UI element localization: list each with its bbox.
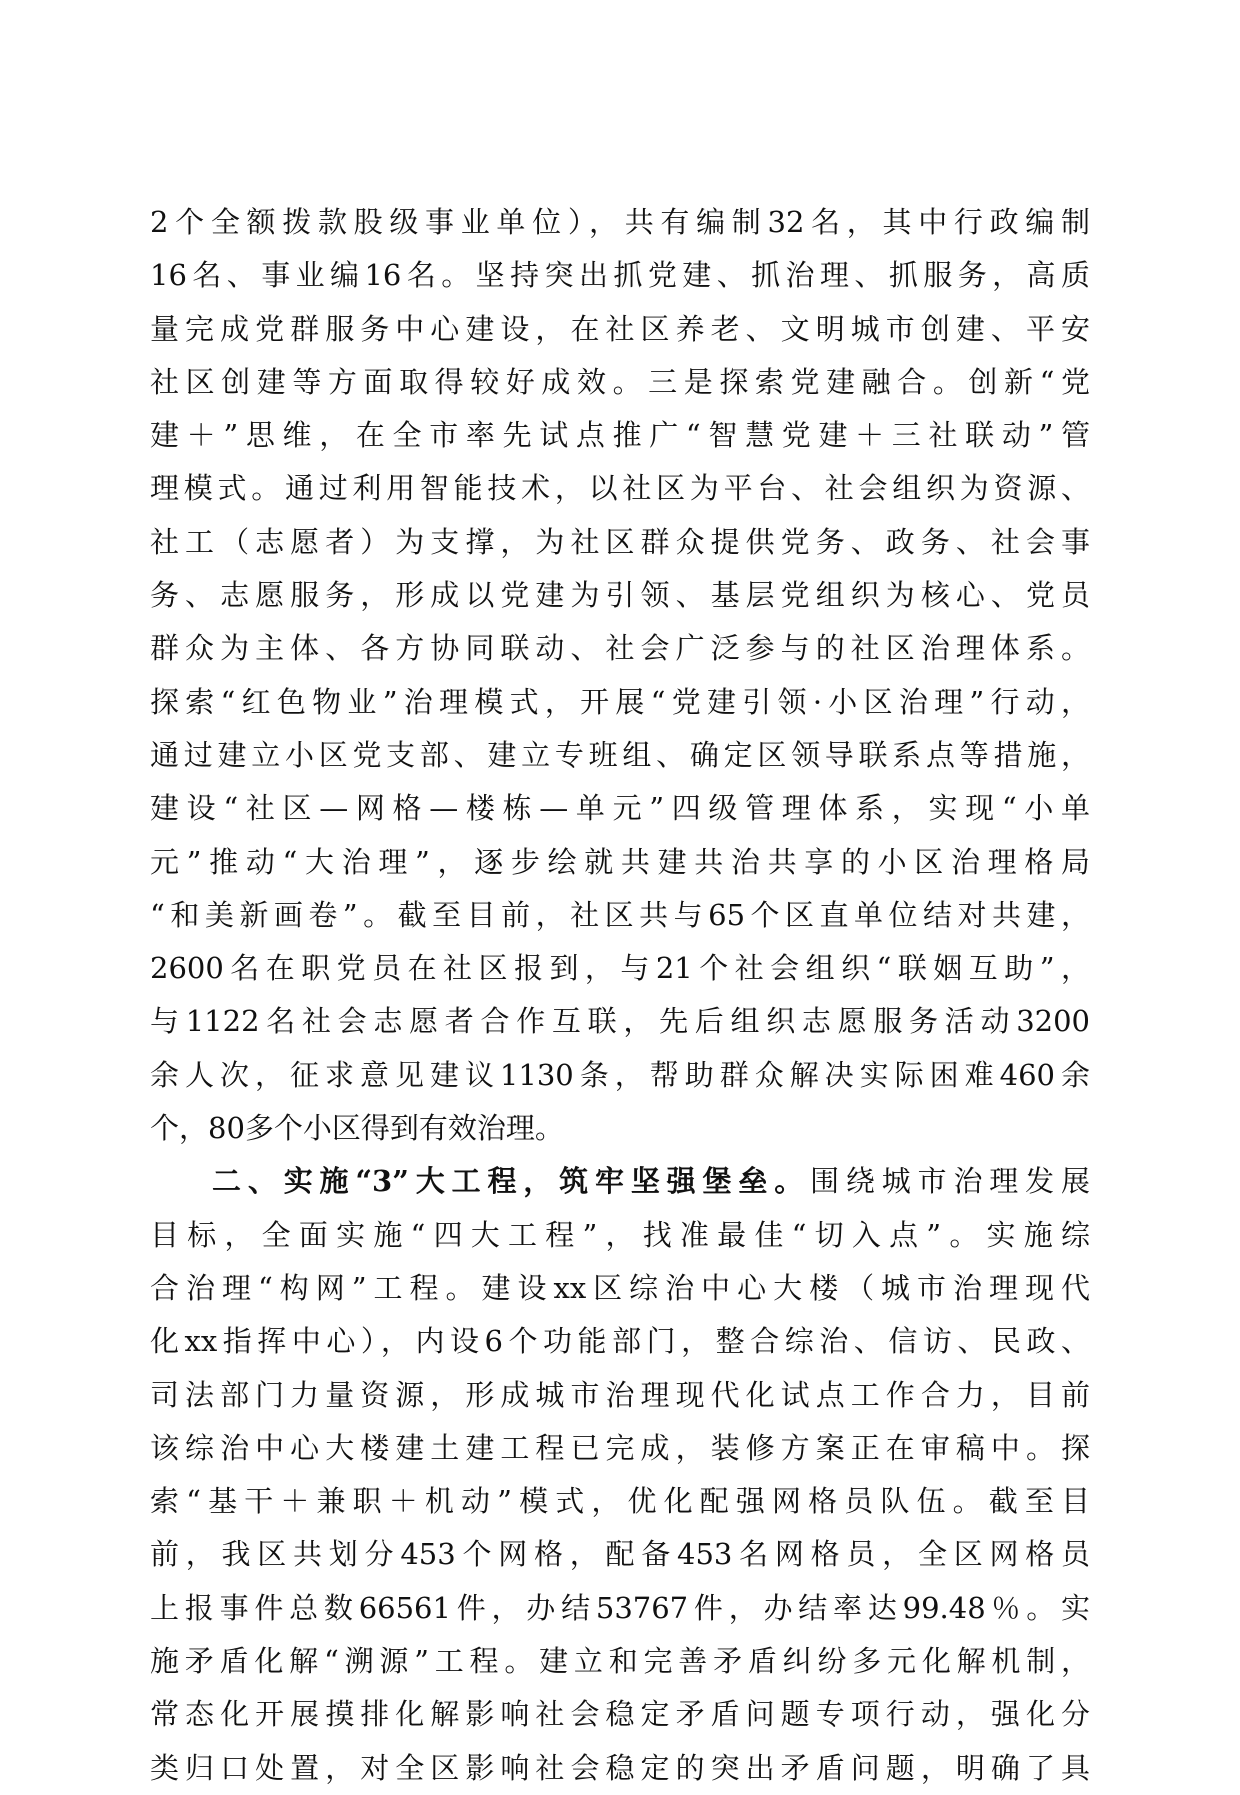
text-line: 建＋”思维，在全市率先试点推广“智慧党建＋三社联动”管	[150, 418, 1090, 453]
text-line: 2个全额拨款股级事业单位），共有编制32名，其中行政编制	[150, 205, 1090, 239]
text-line: 通过建立小区党支部、建立专班组、确定区领导联系点等措施，	[150, 737, 1090, 772]
text-line: 探索“红色物业”治理模式，开展“党建引领·小区治理”行动，	[150, 684, 1090, 719]
text-line: 类归口处置，对全区影响社会稳定的突出矛盾问题，明确了具	[150, 1750, 1090, 1785]
section-heading: 二、实施“3”大工程，筑牢坚强堡垒。	[212, 1164, 811, 1199]
text-line: 化xx指挥中心），内设6个功能部门，整合综治、信访、民政、	[150, 1324, 1090, 1359]
text-line: 该综治中心大楼建土建工程已完成，装修方案正在审稿中。探	[150, 1430, 1090, 1465]
text-line: “和美新画卷”。截至目前，社区共与65个区直单位结对共建，	[150, 897, 1090, 932]
text-line: 建设“社区—网格—楼栋—单元”四级管理体系，实现“小单	[150, 791, 1090, 826]
text-line: 社区创建等方面取得较好成效。三是探索党建融合。创新“党	[150, 364, 1090, 399]
section-heading-line	[150, 1155, 1090, 1208]
text-line: 16名、事业编16名。坚持突出抓党建、抓治理、抓服务，高质	[150, 258, 1090, 293]
text-line: 社工（志愿者）为支撑，为社区群众提供党务、政务、社会事	[150, 524, 1090, 559]
text-line: 索“基干＋兼职＋机动”模式，优化配强网格员队伍。截至目	[150, 1484, 1090, 1519]
text-line: 合治理“构网”工程。建设xx区综治中心大楼（城市治理现代	[150, 1270, 1090, 1305]
text-line: 务、志愿服务，形成以党建为引领、基层党组织为核心、党员	[150, 578, 1090, 613]
text-line: 个，80多个小区得到有效治理。	[150, 1111, 564, 1146]
text-line: 前，我区共划分453个网格，配备453名网格员，全区网格员	[150, 1537, 1090, 1572]
body-text	[150, 196, 1090, 1795]
text-line: 群众为主体、各方协同联动、社会广泛参与的社区治理体系。	[150, 631, 1090, 666]
text-line: 理模式。通过利用智能技术，以社区为平台、社会组织为资源、	[150, 471, 1090, 506]
text-line: 司法部门力量资源，形成城市治理现代化试点工作合力，目前	[150, 1377, 1090, 1412]
paragraph-1	[150, 196, 1090, 1155]
text-line: 2600名在职党员在社区报到，与21个社会组织“联姻互助”，	[150, 951, 1090, 986]
text-line: 余人次，征求意见建议1130条，帮助群众解决实际困难460余	[150, 1057, 1090, 1092]
text-line: 元”推动“大治理”，逐步绘就共建共治共享的小区治理格局	[150, 844, 1090, 879]
text-line: 目标，全面实施“四大工程”，找准最佳“切入点”。实施综	[150, 1217, 1090, 1252]
heading-line-rest: 围绕城市治理发展	[810, 1164, 1090, 1199]
text-line: 施矛盾化解“溯源”工程。建立和完善矛盾纠纷多元化解机制，	[150, 1644, 1090, 1679]
text-line: 常态化开展摸排化解影响社会稳定矛盾问题专项行动，强化分	[150, 1697, 1090, 1732]
paragraph-2	[150, 1155, 1090, 1795]
text-line: 上报事件总数66561件，办结53767件，办结率达99.48％。实	[150, 1590, 1090, 1625]
text-line: 与1122名社会志愿者合作互联，先后组织志愿服务活动3200	[150, 1004, 1090, 1039]
text-line: 量完成党群服务中心建设，在社区养老、文明城市创建、平安	[150, 311, 1090, 346]
